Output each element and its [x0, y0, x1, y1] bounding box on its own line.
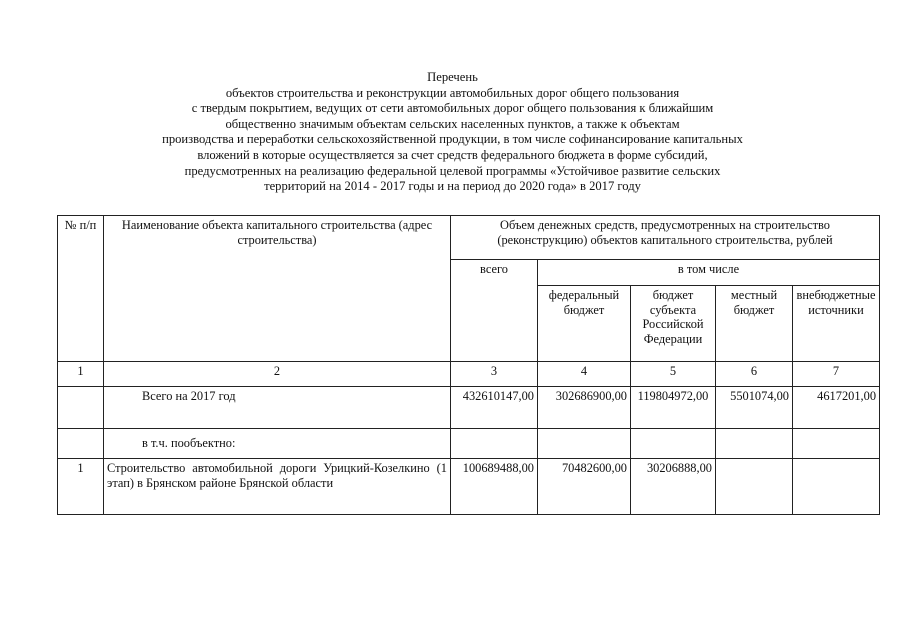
row-local — [716, 459, 793, 515]
column-number: 2 — [104, 362, 451, 387]
heading-line: с твердым покрытием, ведущих от сети автомобильных дорог общего пользования к ближайшим — [191, 101, 714, 116]
header-total: всего — [451, 260, 538, 362]
heading-line: общественно значимым объектам сельских населенных пунктов, а также к объектам — [225, 116, 680, 131]
heading-line: территорий на 2014 - 2017 годы и на период до 2020 года» в 2017 году — [264, 179, 641, 194]
heading-line: объектов строительства и реконструкции автомобильных дорог общего пользования — [225, 85, 680, 100]
row-total: 100689488,00 — [451, 459, 538, 515]
column-number: 4 — [538, 362, 631, 387]
by-object-label: в т.ч. пообъектно: — [104, 429, 451, 459]
heading-line: вложений в которые осуществляется за счет средств федерального бюджета в форме субсидий, — [197, 147, 708, 162]
header-num: № п/п — [58, 216, 104, 362]
header-row — [58, 216, 880, 260]
column-number: 6 — [716, 362, 793, 387]
total-row — [58, 387, 880, 429]
heading-title: Перечень — [427, 70, 478, 84]
by-object-row — [58, 429, 880, 459]
empty-cell — [538, 429, 631, 459]
table-row — [58, 459, 880, 515]
column-number: 7 — [793, 362, 880, 387]
total-extra: 4617201,00 — [793, 387, 880, 429]
row-object-name: Строительство автомобильной дороги Урицкий-Козелкино (1 этап) в Брянском районе Брянской области — [104, 459, 451, 515]
header-volume: Объем денежных средств, предусмотренных на строительство (реконструкцию) объектов капитального строительства, рублей — [451, 216, 880, 260]
empty-cell — [631, 429, 716, 459]
header-including: в том числе — [538, 260, 880, 286]
heading-line: производства и переработки сельскохозяйственной продукции, в том числе софинансирование капитальных — [162, 132, 743, 147]
by-object-num-cell — [58, 429, 104, 459]
header-extra: внебюджетные источники — [793, 286, 880, 362]
row-extra — [793, 459, 880, 515]
header-object-name: Наименование объекта капитального строительства (адрес строительства) — [104, 216, 451, 362]
column-number: 1 — [58, 362, 104, 387]
total-num-cell — [58, 387, 104, 429]
column-number: 5 — [631, 362, 716, 387]
total-local: 5501074,00 — [716, 387, 793, 429]
header-subject: бюджет субъекта Российской Федерации — [631, 286, 716, 362]
header-federal: федеральный бюджет — [538, 286, 631, 362]
total-federal: 302686900,00 — [538, 387, 631, 429]
total-label: Всего на 2017 год — [104, 387, 451, 429]
column-number: 3 — [451, 362, 538, 387]
row-subject: 30206888,00 — [631, 459, 716, 515]
row-federal: 70482600,00 — [538, 459, 631, 515]
total-sum: 432610147,00 — [451, 387, 538, 429]
heading-line: предусмотренных на реализацию федеральной целевой программы «Устойчивое развитие сельских — [184, 163, 721, 178]
objects-table — [57, 215, 880, 515]
header-local: местный бюджет — [716, 286, 793, 362]
column-numbers-row — [58, 362, 880, 387]
row-num: 1 — [58, 459, 104, 515]
empty-cell — [451, 429, 538, 459]
document-heading — [100, 70, 805, 195]
empty-cell — [793, 429, 880, 459]
empty-cell — [716, 429, 793, 459]
total-subject: 119804972,00 — [631, 387, 716, 429]
